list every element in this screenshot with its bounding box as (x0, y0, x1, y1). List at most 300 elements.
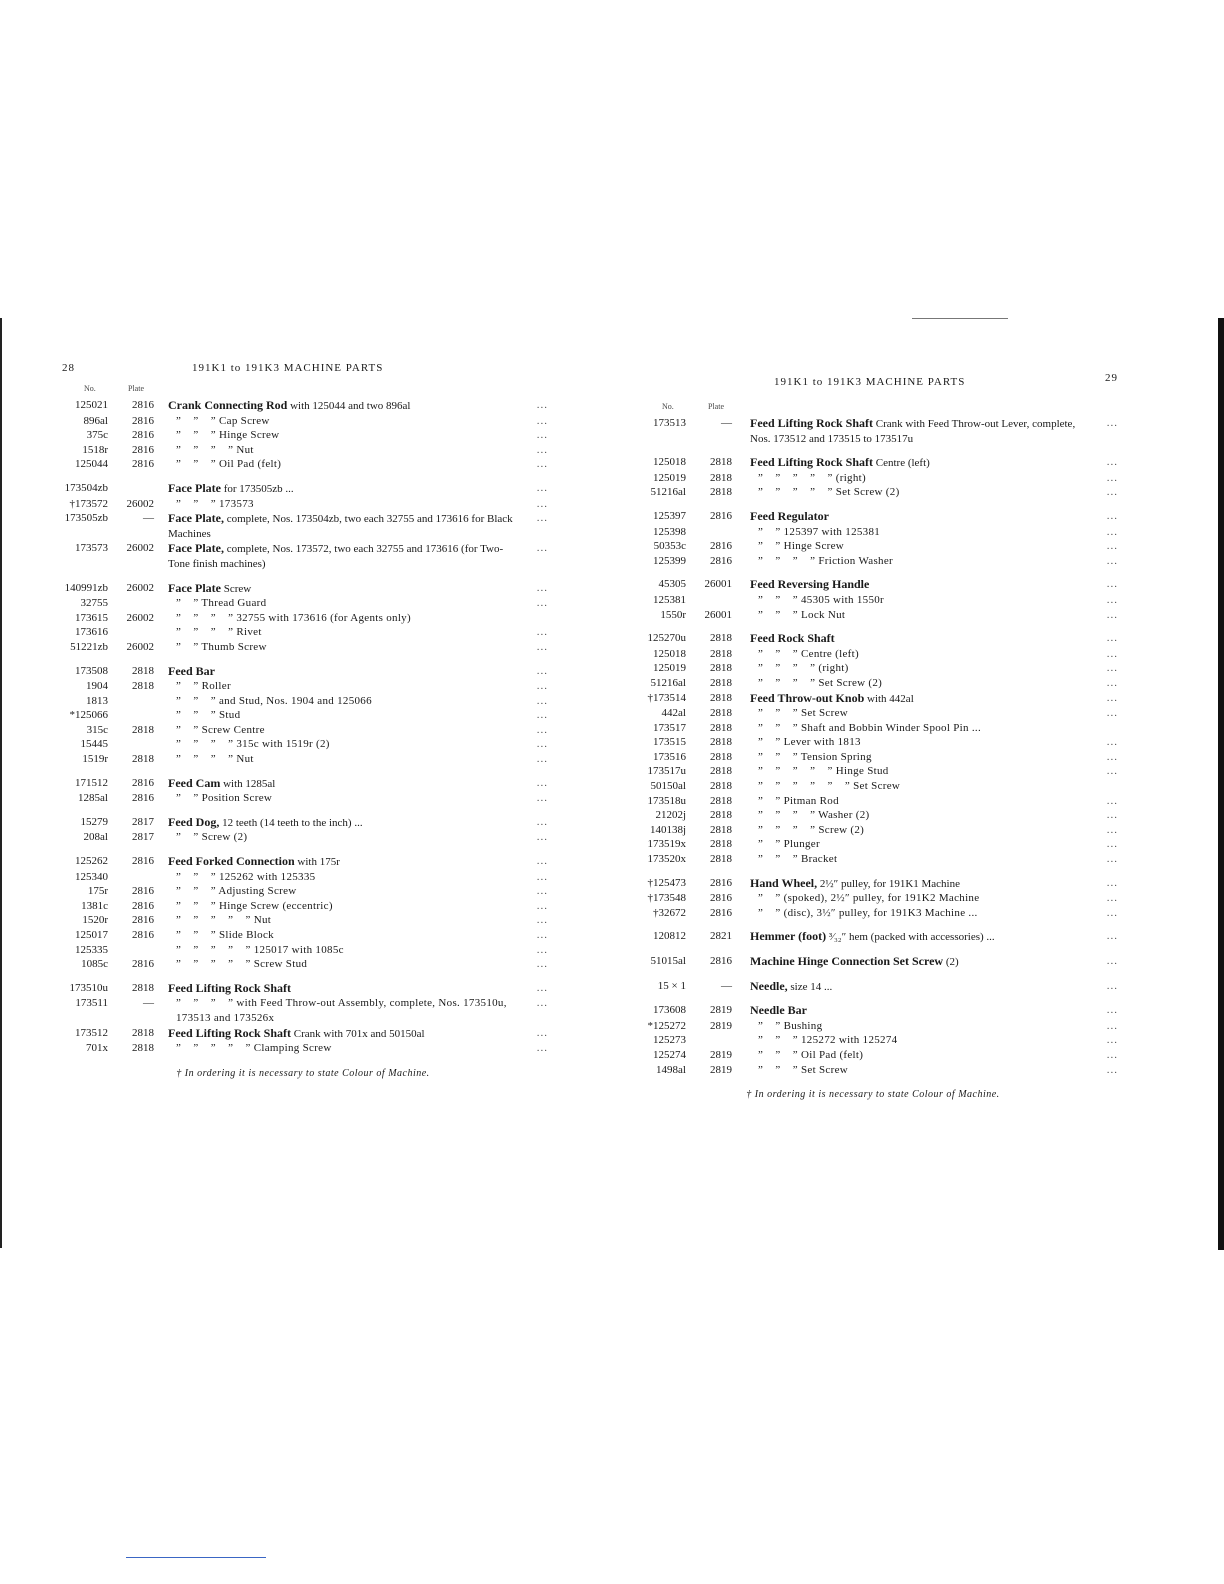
part-number: †173514 (647, 691, 686, 704)
plate-number: 26002 (126, 581, 154, 594)
parts-row (58, 694, 548, 709)
plate-number: 2816 (132, 792, 154, 805)
part-number: 896al (83, 414, 108, 427)
plate-number: 2816 (132, 429, 154, 442)
part-description (168, 428, 514, 443)
plate-number: 2816 (710, 906, 732, 919)
leader-dots: ... (1106, 540, 1118, 553)
part-number: 173608 (653, 1004, 686, 1017)
part-number: 1381c (81, 899, 108, 912)
plate-number: 26001 (704, 578, 732, 591)
plate-number: 2818 (132, 753, 154, 766)
part-number: †125473 (647, 876, 686, 889)
part-number: 173510u (69, 981, 108, 994)
leader-dots: ... (1106, 456, 1118, 469)
part-name: Feed Forked Connection (168, 854, 295, 869)
part-number: 375c (86, 429, 108, 442)
part-detail: ” ” ” 45305 with 1550r (758, 593, 885, 606)
parts-row (58, 854, 548, 870)
part-detail: ” ” ” 125262 with 125335 (176, 870, 316, 883)
leader-dots: ... (1106, 838, 1118, 851)
part-name: Crank Connecting Rod (168, 398, 288, 412)
part-number: 173519x (647, 838, 686, 851)
part-name: Face Plate, (168, 541, 224, 556)
leader-dots: ... (1106, 736, 1118, 749)
part-description (750, 416, 1084, 446)
page-title: 191K1 to 191K3 MACHINE PARTS (192, 362, 384, 374)
page-number: 28 (62, 362, 75, 374)
part-description (168, 611, 514, 626)
part-description (168, 708, 514, 723)
part-number: 173515 (653, 736, 686, 749)
part-detail: 2½″ pulley, for 191K1 Machine (817, 877, 960, 890)
part-name: Feed Lifting Rock Shaft (168, 1025, 291, 1040)
part-detail: ” ” ” and Stud, Nos. 1904 and 125066 (176, 694, 372, 707)
plate-number: 2819 (710, 1004, 732, 1017)
part-description (168, 996, 514, 1025)
plate-number: 2818 (710, 471, 732, 484)
leader-dots: ... (536, 929, 548, 941)
leader-dots: ... (536, 899, 548, 912)
part-number: 50353c (653, 540, 686, 553)
part-detail: ” ” Plunger (758, 838, 820, 851)
part-detail: ” ” ” ” Rivet (176, 626, 262, 639)
leader-dots: ... (536, 981, 548, 994)
plate-number: 2816 (132, 914, 154, 927)
parts-row (58, 625, 548, 640)
parts-row (628, 509, 1118, 525)
part-description (168, 981, 514, 997)
leader-dots: ... (1106, 906, 1118, 919)
part-number: †173548 (647, 892, 686, 905)
part-number: 173504zb (64, 481, 108, 494)
part-number: 173520x (647, 853, 686, 866)
part-detail: with 442al (864, 692, 914, 705)
part-description (168, 596, 514, 611)
part-description (750, 721, 1084, 736)
parts-row (628, 954, 1118, 970)
part-detail: (2) (943, 956, 959, 968)
part-number: 173512 (75, 1026, 108, 1039)
part-description (168, 443, 514, 458)
part-number: 120812 (653, 930, 686, 943)
part-number: 1813 (86, 694, 108, 707)
parts-row (58, 596, 548, 611)
parts-row (58, 815, 548, 831)
part-number: 125335 (75, 943, 108, 956)
part-detail: ” ” ” ” ” ” Set Screw (758, 780, 901, 793)
leader-dots: ... (1106, 509, 1118, 522)
part-description (750, 735, 1084, 750)
part-description (750, 954, 1084, 970)
part-detail: ” ” Pitman Rod (758, 794, 839, 807)
part-description (750, 593, 1084, 608)
plate-number: 2818 (710, 736, 732, 749)
part-number: 125044 (75, 458, 108, 471)
part-detail: ” ” ” ” ” 125017 with 1085c (176, 943, 344, 956)
column-headers (628, 402, 1118, 416)
part-description (168, 414, 514, 429)
part-detail: ” ” Screw (2) (176, 831, 248, 844)
part-number: 173516 (653, 750, 686, 763)
part-number: 15 × 1 (657, 979, 686, 992)
part-description (750, 485, 1084, 500)
parts-row (58, 414, 548, 429)
plate-number: 2816 (710, 955, 732, 967)
leader-dots: ... (536, 738, 548, 751)
parts-list (628, 416, 1118, 1077)
part-number: 125019 (653, 471, 686, 484)
parts-row (58, 541, 548, 571)
part-number: 125262 (75, 855, 108, 868)
part-description (168, 664, 514, 680)
leader-dots: ... (536, 1042, 548, 1055)
part-description (168, 541, 514, 571)
part-description (168, 928, 514, 943)
part-name: Feed Lifting Rock Shaft (750, 455, 873, 470)
part-number: 1518r (82, 443, 108, 456)
leader-dots: ... (1106, 632, 1118, 645)
part-number: 125270u (647, 632, 686, 645)
part-name: Feed Lifting Rock Shaft (750, 416, 873, 430)
part-number: 1550r (660, 608, 686, 621)
plate-number: 2816 (132, 885, 154, 898)
part-number: 125398 (653, 525, 686, 538)
column-header-plate: Plate (128, 384, 144, 393)
part-detail: ” ” ” Centre (left) (758, 647, 859, 660)
part-description (750, 539, 1084, 554)
leader-dots: ... (1106, 1048, 1118, 1061)
part-description (168, 830, 514, 845)
parts-row (58, 481, 548, 497)
part-name: Face Plate (168, 580, 221, 595)
plate-number: 2816 (132, 899, 154, 912)
parts-row (628, 577, 1118, 593)
part-number: 51221zb (70, 640, 108, 653)
part-detail: ” ” ” ” ” Clamping Screw (176, 1042, 332, 1055)
part-detail: ” ” Thumb Screw (176, 640, 267, 653)
parts-row (628, 808, 1118, 823)
column-header-no: No. (84, 384, 96, 393)
part-description (750, 794, 1084, 809)
part-detail: ³⁄₃₂″ hem (packed with accessories) ... (826, 931, 995, 944)
part-detail: ” ” ” ” ” Hinge Stud (758, 765, 889, 778)
part-detail: ” ” ” ” Screw (2) (758, 823, 865, 836)
parts-row (628, 906, 1118, 921)
leader-dots: ... (536, 958, 548, 971)
part-number: 173508 (75, 664, 108, 677)
plate-number: 2816 (710, 540, 732, 553)
part-description (168, 640, 514, 655)
part-detail: ” ” Bushing (758, 1019, 823, 1032)
parts-row (58, 943, 548, 958)
leader-dots: ... (1106, 955, 1118, 967)
leader-dots: ... (536, 640, 548, 653)
part-description (750, 661, 1084, 676)
part-name: Feed Rock Shaft (750, 631, 835, 646)
part-name: Feed Bar (168, 663, 215, 678)
part-detail: ” ” ” ” (right) (758, 662, 849, 675)
plate-number: 2818 (710, 750, 732, 763)
plate-number: 2819 (710, 1063, 732, 1076)
part-name: Feed Reversing Handle (750, 577, 870, 592)
part-number: *125272 (647, 1019, 686, 1032)
part-description (168, 511, 514, 541)
plate-number: 2816 (132, 458, 154, 471)
leader-dots: ... (536, 497, 548, 510)
part-detail: with 1285al (220, 777, 276, 790)
part-name: Face Plate, (168, 511, 224, 526)
plate-number: — (143, 512, 154, 525)
part-detail: ” ” Roller (176, 680, 231, 693)
part-detail: ” ” ” Cap Screw (176, 414, 270, 427)
leader-dots: ... (536, 831, 548, 844)
parts-row (58, 981, 548, 997)
plate-number: — (721, 979, 732, 992)
part-name: Feed Lifting Rock Shaft (168, 980, 291, 995)
leader-dots: ... (536, 597, 548, 610)
part-detail: ” ” ” Tension Spring (758, 750, 872, 763)
plate-number: — (143, 997, 154, 1010)
part-description (750, 979, 1084, 995)
part-description (168, 398, 514, 414)
parts-row (58, 511, 548, 541)
parts-row (58, 884, 548, 899)
part-description (750, 554, 1084, 569)
part-number: 175r (87, 885, 108, 898)
part-number: 125399 (653, 554, 686, 567)
part-description (750, 929, 1084, 945)
plate-number: 2818 (710, 823, 732, 836)
part-detail: ” ” Thread Guard (176, 597, 267, 610)
part-detail: Crank with 701x and 50150al (291, 1027, 425, 1040)
plate-number: 2818 (710, 486, 732, 499)
footnote: † In ordering it is necessary to state Colour of Machine. (746, 1089, 1000, 1101)
part-detail: with 175r (294, 856, 340, 869)
plate-number: 2816 (710, 892, 732, 905)
plate-number: 2817 (132, 815, 154, 828)
part-number: 173513 (653, 417, 686, 429)
parts-row (628, 1019, 1118, 1034)
part-description (750, 1048, 1084, 1063)
part-description (750, 471, 1084, 486)
leader-dots: ... (536, 855, 548, 868)
parts-row (58, 611, 548, 626)
parts-row (628, 455, 1118, 471)
part-description (750, 706, 1084, 721)
plate-number: 2818 (710, 721, 732, 734)
plate-number: 26002 (126, 611, 154, 624)
part-description (750, 808, 1084, 823)
part-detail: with 125044 and two 896al (287, 400, 411, 412)
parts-row (628, 735, 1118, 750)
part-detail: ” ” ” Shaft and Bobbin Winder Spool Pin ... (758, 721, 982, 734)
part-detail: ” ” ” Lock Nut (758, 608, 846, 621)
leader-dots: ... (1106, 417, 1118, 429)
part-description (168, 884, 514, 899)
leader-dots: ... (1106, 1063, 1118, 1076)
part-number: 1519r (82, 753, 108, 766)
parts-row (628, 721, 1118, 736)
part-number: 442al (661, 707, 686, 720)
part-detail: ” ” ” ” ” Screw Stud (176, 958, 308, 971)
leader-dots: ... (536, 443, 548, 456)
parts-row (58, 752, 548, 767)
part-number: 125021 (75, 399, 108, 411)
leader-dots: ... (1106, 853, 1118, 866)
leader-dots: ... (536, 792, 548, 805)
parts-row (628, 794, 1118, 809)
parts-row (628, 647, 1118, 662)
part-description (750, 891, 1084, 906)
plate-number: 2816 (132, 776, 154, 789)
plate-number: 26002 (126, 542, 154, 555)
leader-dots: ... (536, 776, 548, 789)
part-description (750, 509, 1084, 525)
part-number: 32755 (80, 597, 108, 610)
part-detail: ” ” ” Oil Pad (felt) (758, 1048, 864, 1061)
part-number: 173517 (653, 721, 686, 734)
part-number: 15445 (80, 738, 108, 751)
parts-row (628, 876, 1118, 892)
leader-dots: ... (536, 885, 548, 898)
parts-row (58, 679, 548, 694)
part-detail: ” ” (spoked), 2½″ pulley, for 191K2 Machine (758, 892, 980, 905)
plate-number: 2818 (132, 1042, 154, 1055)
part-description (168, 679, 514, 694)
leader-dots: ... (1106, 794, 1118, 807)
parts-row (628, 608, 1118, 623)
part-detail: ” ” ” ” Nut (176, 443, 254, 456)
part-number: †173572 (69, 497, 108, 510)
part-name: Feed Dog, (168, 814, 220, 829)
plate-number: 2818 (710, 780, 732, 793)
part-number: *125066 (69, 709, 108, 722)
part-description (168, 625, 514, 640)
plate-number: 2816 (132, 414, 154, 427)
plate-number: 26002 (126, 497, 154, 510)
part-number: 1520r (82, 914, 108, 927)
top-rule (912, 318, 1008, 319)
part-number: 125397 (653, 509, 686, 522)
part-detail: ” ” ” ” 32755 with 173616 (for Agents only) (176, 611, 411, 624)
parts-row (628, 852, 1118, 867)
parts-row (58, 1041, 548, 1056)
part-number: 173511 (75, 997, 108, 1010)
part-number: 15279 (80, 815, 108, 828)
leader-dots: ... (1106, 525, 1118, 538)
part-number: 173616 (75, 626, 108, 639)
parts-row (628, 471, 1118, 486)
part-detail: ” ” ” Bracket (758, 853, 838, 866)
plate-number: 2818 (132, 680, 154, 693)
leader-dots: ... (1106, 676, 1118, 689)
parts-row (58, 737, 548, 752)
part-description (168, 723, 514, 738)
leader-dots: ... (1106, 662, 1118, 675)
part-name: Face Plate (168, 480, 221, 495)
page-left (58, 362, 548, 1079)
plate-number: 2816 (132, 958, 154, 971)
part-name: Feed Throw-out Knob (750, 690, 865, 705)
part-detail: ” ” ” Stud (176, 709, 241, 722)
part-description (168, 957, 514, 972)
parts-row (628, 706, 1118, 721)
part-number: 125018 (653, 456, 686, 469)
parts-row (628, 979, 1118, 995)
parts-row (628, 525, 1118, 540)
leader-dots: ... (1106, 892, 1118, 905)
part-description (750, 779, 1084, 794)
right-scan-edge (1218, 318, 1224, 1250)
part-detail: ” ” ” ” ” Set Screw (2) (758, 486, 900, 499)
part-detail: ” ” ” ” with Feed Throw-out Assembly, complete, Nos. 173510u, 173513 and 173526x (176, 997, 507, 1024)
parts-row (58, 791, 548, 806)
part-description (750, 1063, 1084, 1078)
page-right (628, 372, 1118, 1100)
part-number: 125340 (75, 870, 108, 883)
plate-number: 2818 (710, 662, 732, 675)
leader-dots: ... (536, 626, 548, 639)
leader-dots: ... (536, 709, 548, 722)
part-detail: ” ” ” Adjusting Screw (176, 885, 297, 898)
plate-number: 2816 (132, 855, 154, 868)
plate-number: 2818 (710, 809, 732, 822)
part-description (750, 764, 1084, 779)
plate-number: 2816 (132, 443, 154, 456)
parts-row (628, 837, 1118, 852)
parts-list (58, 398, 548, 1056)
part-description (168, 737, 514, 752)
leader-dots: ... (536, 997, 548, 1010)
part-description (750, 837, 1084, 852)
part-description (750, 1019, 1084, 1034)
plate-number: 2818 (132, 664, 154, 677)
plate-number: 2818 (710, 838, 732, 851)
parts-row (58, 723, 548, 738)
part-detail: Crank with Feed Throw-out Lever, complete, Nos. 173512 and 173515 to 173517u (750, 418, 1076, 445)
plate-number: 2816 (710, 509, 732, 522)
part-detail: for 173505zb ... (220, 482, 294, 495)
leader-dots: ... (1106, 979, 1118, 992)
part-number: 140138j (649, 823, 686, 836)
parts-row (58, 640, 548, 655)
part-description (750, 691, 1084, 707)
plate-number: 2816 (710, 554, 732, 567)
part-name: Hemmer (foot) (750, 929, 827, 944)
page-number: 29 (1105, 372, 1118, 384)
part-description (168, 752, 514, 767)
left-scan-edge (0, 318, 2, 1248)
leader-dots: ... (1106, 578, 1118, 591)
part-number: 125273 (653, 1034, 686, 1047)
plate-number: 2821 (710, 930, 732, 943)
plate-number: 2819 (710, 1048, 732, 1061)
leader-dots: ... (536, 481, 548, 494)
leader-dots: ... (1106, 809, 1118, 822)
part-number: 51216al (650, 486, 686, 499)
leader-dots: ... (536, 753, 548, 766)
leader-dots: ... (1106, 930, 1118, 943)
leader-dots: ... (1106, 707, 1118, 720)
leader-dots: ... (536, 723, 548, 736)
part-number: 45305 (658, 578, 686, 591)
part-name: Feed Cam (168, 775, 221, 790)
parts-row (628, 676, 1118, 691)
part-number: 125019 (653, 662, 686, 675)
plate-number: 2818 (710, 853, 732, 866)
plate-number: 2816 (132, 399, 154, 411)
